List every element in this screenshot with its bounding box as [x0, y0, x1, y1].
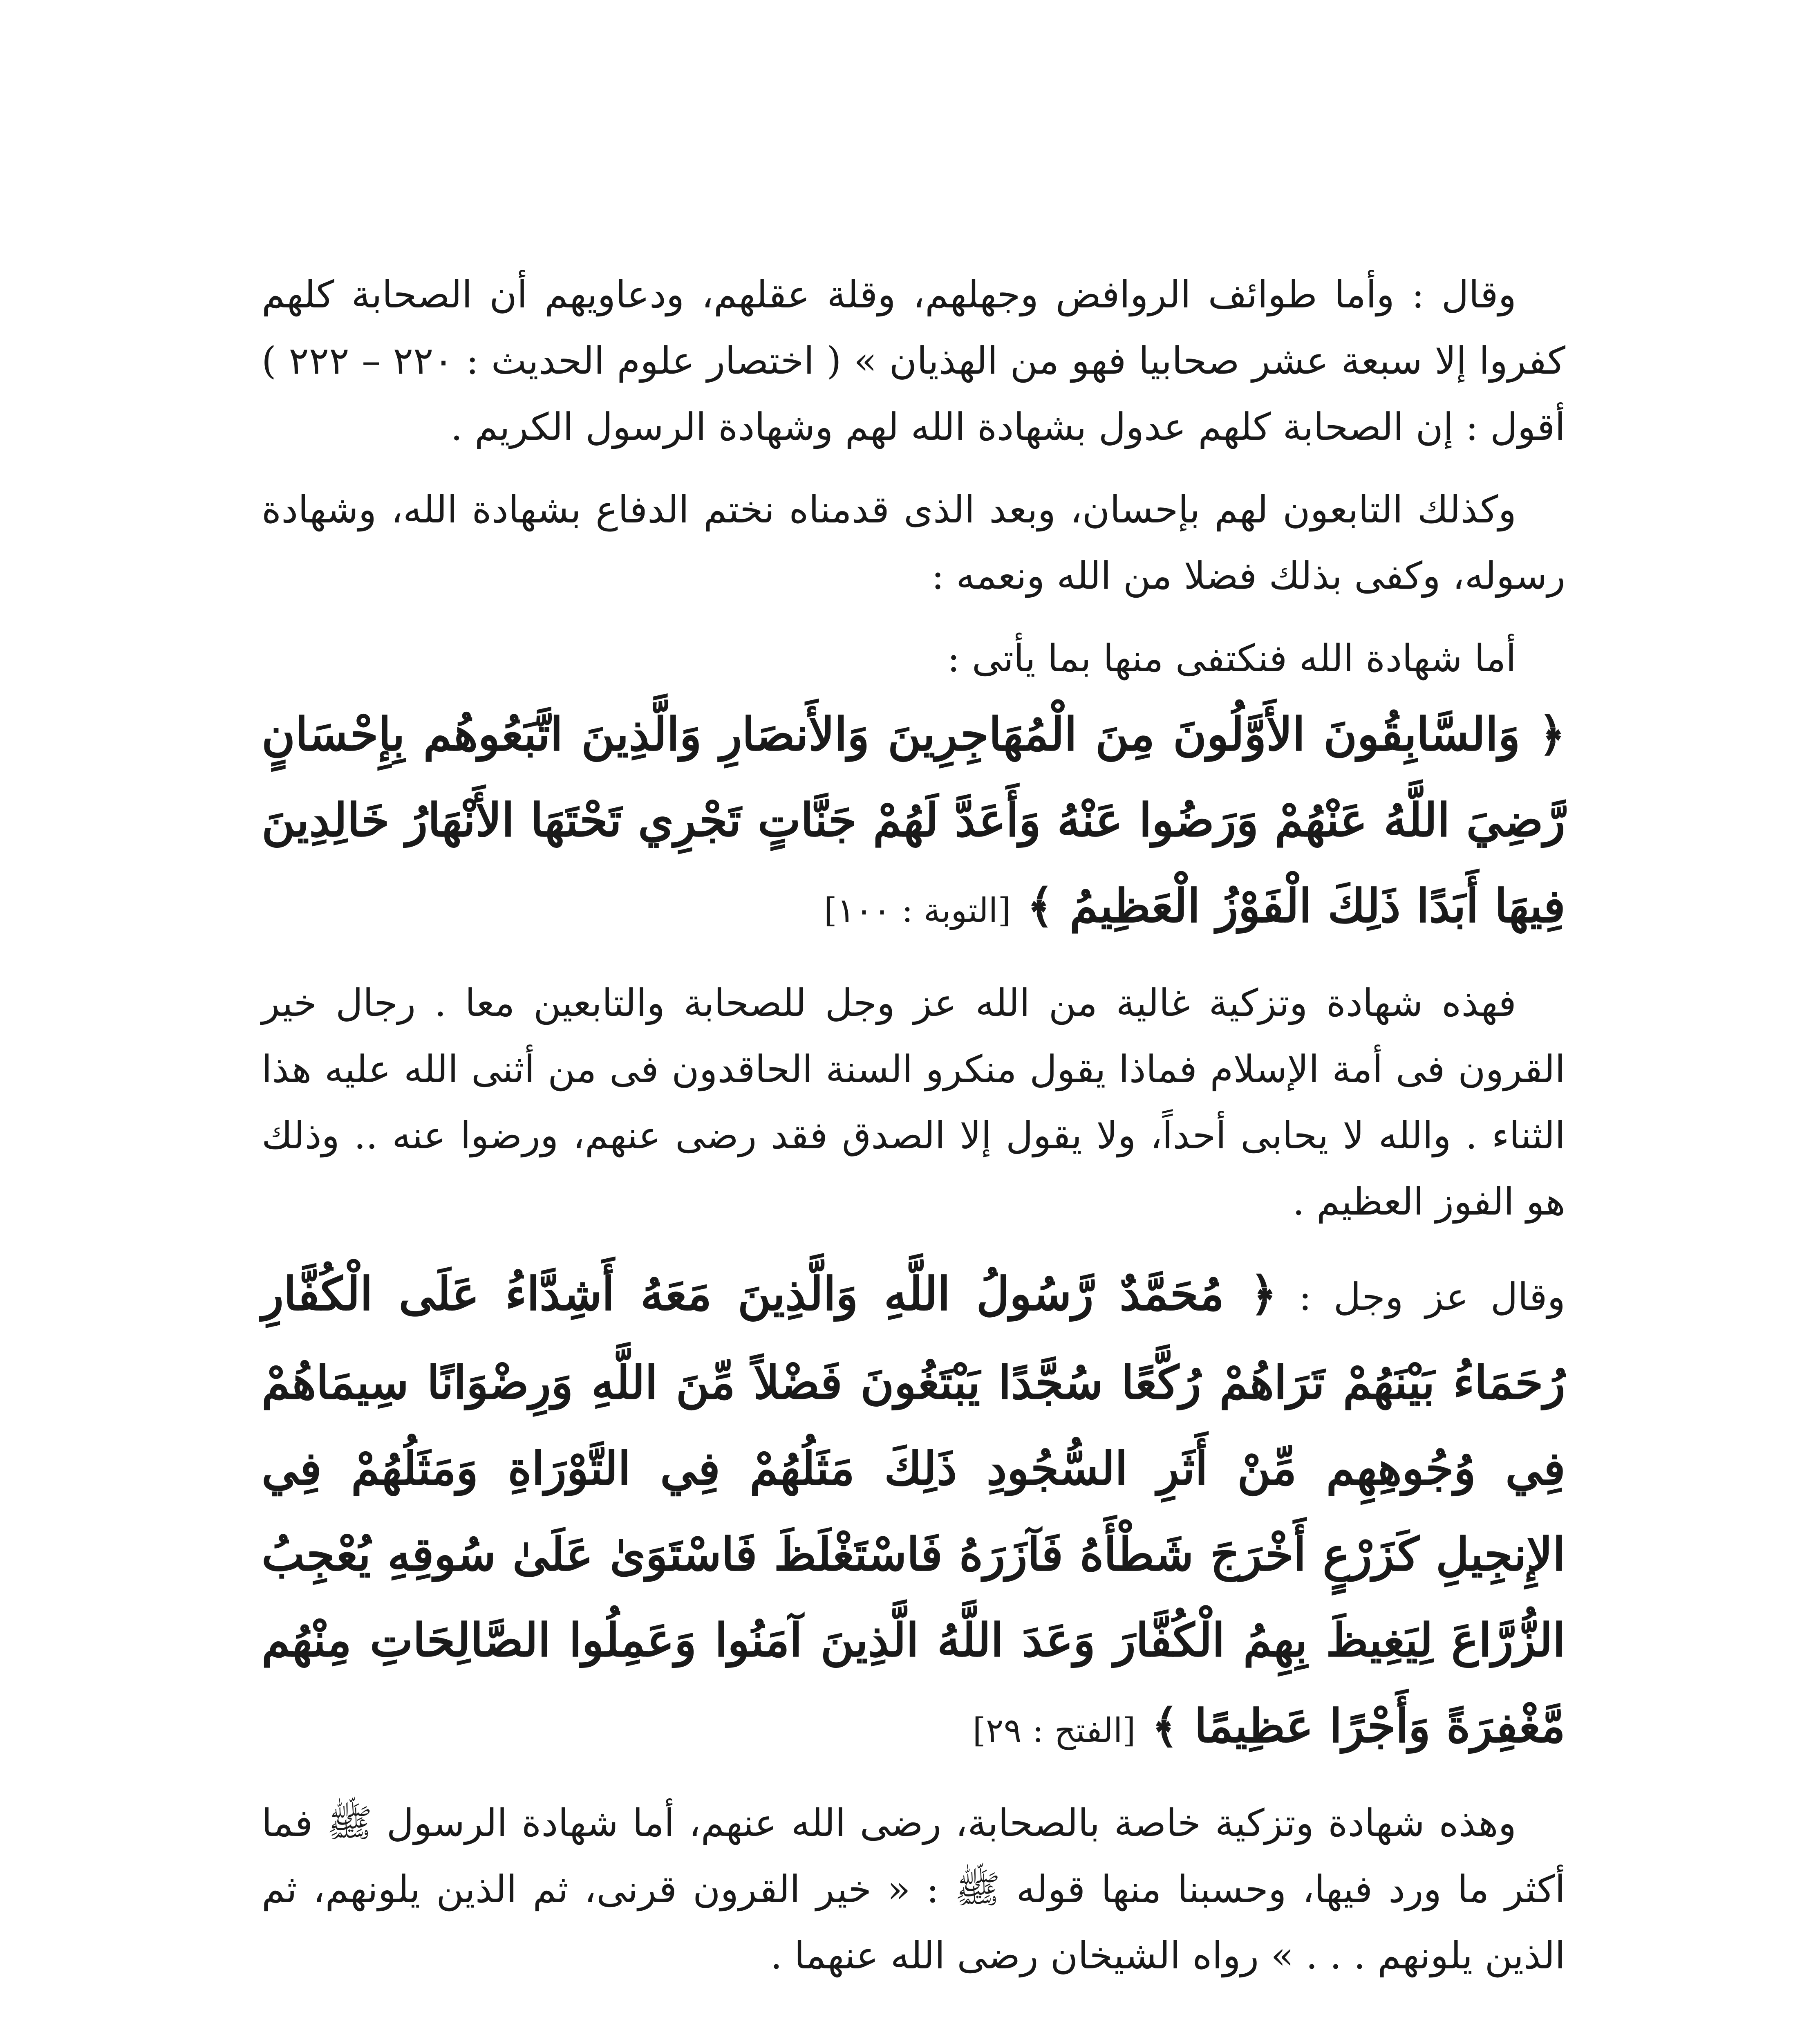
- quran-verse-tawbah-text: ﴿ وَالسَّابِقُونَ الأَوَّلُونَ مِنَ الْمُهَاجِرِينَ وَالأَنصَارِ وَالَّذِينَ اتَّبَعُوهُم بِإِحْسَانٍ رَّضِيَ اللَّهُ عَنْهُمْ وَرَضُوا عَنْهُ وَأَعَدَّ لَهُمْ جَنَّاتٍ تَجْرِي تَحْتَهَا الأَنْهَارُ خَالِدِينَ فِيهَا أَبَدًا ذَلِكَ الْفَوْزُ الْعَظِيمُ ﴾: [262, 708, 1565, 933]
- quran-verse-tawbah: [262, 692, 1565, 954]
- fath-lead-text: وقال عز وجل :: [1277, 1275, 1565, 1319]
- quran-verse-fath: [262, 1251, 1565, 1774]
- paragraph-shahadat-rasul: وهذه شهادة وتزكية خاصة بالصحابة، رضى الله عنهم، أما شهادة الرسول ﷺ فما أكثر ما ورد فيها، وحسبنا منها قوله ﷺ : « خير القرون قرنى، ثم الذين يلونهم، ثم الذين يلونهم . . . » رواه الشيخان رضى الله عنهما .: [262, 1801, 1565, 1977]
- page-body: [262, 262, 1565, 1989]
- quran-ref-tawbah: [التوبة : ١٠٠]: [824, 891, 1011, 930]
- quran-verse-fath-text: ﴿ مُحَمَّدٌ رَّسُولُ اللَّهِ وَالَّذِينَ مَعَهُ أَشِدَّاءُ عَلَى الْكُفَّارِ رُحَمَاءُ بَيْنَهُمْ تَرَاهُمْ رُكَّعًا سُجَّدًا يَبْتَغُونَ فَضْلاً مِّنَ اللَّهِ وَرِضْوَانًا سِيمَاهُمْ فِي وُجُوهِهِم مِّنْ أَثَرِ السُّجُودِ ذَلِكَ مَثَلُهُمْ فِي التَّوْرَاةِ وَمَثَلُهُمْ فِي الإِنجِيلِ كَزَرْعٍ أَخْرَجَ شَطْأَهُ فَآزَرَهُ فَاسْتَغْلَظَ فَاسْتَوَىٰ عَلَىٰ سُوقِهِ يُعْجِبُ الزُّرَّاعَ لِيَغِيظَ بِهِمُ الْكُفَّارَ وَعَدَ اللَّهُ الَّذِينَ آمَنُوا وَعَمِلُوا الصَّالِحَاتِ مِنْهُم مَّغْفِرَةً وَأَجْرًا عَظِيمًا ﴾: [262, 1267, 1566, 1753]
- paragraph-tabiun: وكذلك التابعون لهم بإحسان، وبعد الذى قدمناه نختم الدفاع بشهادة الله، وشهادة رسوله، وكفى بذلك فضلا من الله ونعمه :: [262, 488, 1565, 598]
- quran-ref-fath: [الفتح : ٢٩]: [972, 1711, 1136, 1750]
- paragraph-tazkiya: فهذه شهادة وتزكية غالية من الله عز وجل للصحابة والتابعين معا . رجال خير القرون فى أمة الإسلام فماذا يقول منكرو السنة الحاقدون فى من أثنى الله عليه هذا الثناء . والله لا يحابى أحداً، ولا يقول إلا الصدق فقد رضى عنهم، ورضوا عنه .. وذلك هو الفوز العظيم .: [262, 981, 1565, 1224]
- paragraph-shahadat-allah: أما شهادة الله فنكتفى منها بما يأتى :: [947, 637, 1516, 680]
- paragraph-rawafid-claim: وقال : وأما طوائف الروافض وجهلهم، وقلة عقلهم، ودعاويهم أن الصحابة كلهم كفروا إلا سبعة عشر صحابيا فهو من الهذيان » ( اختصار علوم الحديث : ٢٢٠ – ٢٢٢ ) أقول : إن الصحابة كلهم عدول بشهادة الله لهم وشهادة الرسول الكريم .: [262, 273, 1565, 449]
